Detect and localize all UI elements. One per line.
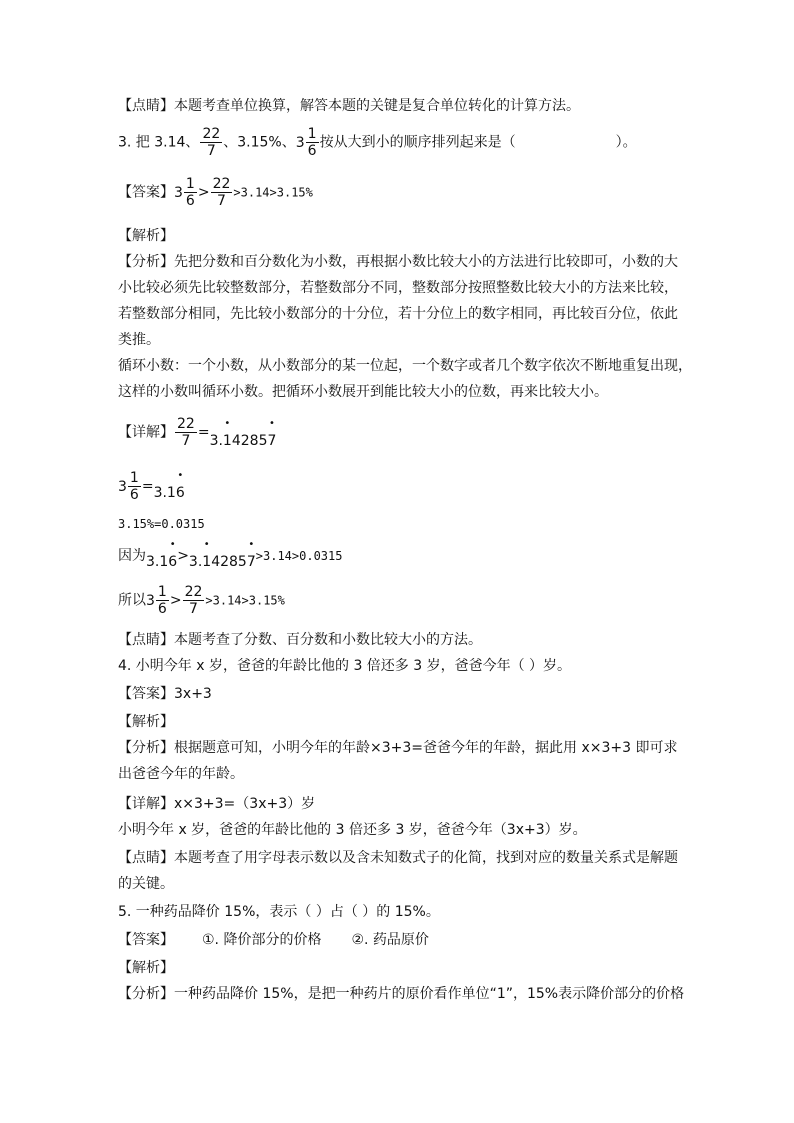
fraction-denominator: 6	[185, 193, 195, 209]
repeating-decimal	[189, 554, 256, 570]
repeat-dot-digit: • 7	[247, 552, 256, 572]
pointer-note-4: 【点睛】本题考查了用字母表示数以及含未知数式子的化简，找到对应的数量关系式是解题	[118, 850, 678, 866]
decimal-part: 3.1	[146, 554, 169, 570]
answer-4: 【答案】3x+3	[118, 686, 212, 702]
fraction-denominator: 7	[175, 432, 197, 449]
answer-5	[118, 930, 429, 950]
comparison-rest: >3.14>3.15%	[205, 593, 285, 608]
answer-label: 【答案】	[118, 932, 174, 948]
answer-label: 【答案】	[118, 184, 174, 201]
detail-fraction-22-7	[118, 416, 276, 449]
decimal-part: 4285	[211, 554, 247, 570]
repeating-decimal	[154, 485, 185, 501]
detail-percent-conversion: 3.15%=0.0315	[118, 517, 205, 531]
fraction-denominator: 6	[307, 143, 317, 159]
equals-sign: =	[197, 424, 210, 441]
fraction-22-7	[200, 126, 222, 159]
analysis-heading: 【解析】	[118, 960, 174, 976]
fraction-numerator: 22	[202, 126, 221, 142]
repeating-decimal	[146, 554, 177, 570]
mixed-whole: 3	[174, 184, 183, 201]
detail-label: 【详解】	[118, 424, 174, 441]
answer-rest: >3.14>3.15%	[233, 185, 313, 200]
fraction-1-6	[156, 584, 169, 617]
analysis-line: 小比较必须先比较整数部分，若整数部分不同，整数部分按照整数比较大小的方法来比较，	[118, 280, 678, 296]
analysis-line: 【分析】先把分数和百分数化为小数，再根据小数比较大小的方法进行比较即可，小数的大	[118, 254, 678, 270]
answer-3	[118, 176, 313, 209]
analysis-line: 若整数部分相同，先比较小数部分的十分位，若十分位上的数字相同，再比较百分位，依此	[118, 306, 678, 322]
fraction-numerator: 22	[212, 176, 231, 192]
decimal-part: 3.1	[153, 484, 176, 501]
repeat-dot-digit: • 7	[267, 431, 276, 451]
greater-than: >	[197, 184, 210, 201]
answer-option-1: ①. 降价部分的价格	[202, 932, 322, 948]
fraction-denominator: 7	[211, 192, 233, 209]
repeat-dot-digit: • 6	[168, 552, 177, 572]
analysis-line: 【分析】根据题意可知，小明今年的年龄×3+3=爸爸今年的年龄，据此用 x×3+3 即可求	[118, 740, 678, 756]
repeat-dot-digit: • 1	[202, 552, 211, 572]
fraction-numerator: 22	[177, 416, 195, 432]
analysis-line: 循环小数：一个小数，从小数部分的某一位起，一个数字或者几个数字依次不断地重复出现，	[118, 358, 692, 374]
decimal-part: 4285	[231, 432, 268, 449]
therefore-label: 所以	[118, 592, 146, 609]
fraction-numerator: 1	[185, 176, 195, 192]
fraction-numerator: 1	[157, 584, 167, 600]
analysis-line: 类推。	[118, 332, 160, 348]
because-label: 因为	[118, 548, 146, 564]
q3-prefix: 3. 把 3.14、	[118, 134, 200, 151]
fraction-1-6	[184, 176, 197, 209]
fraction-numerator: 22	[184, 584, 203, 600]
question-3	[118, 126, 637, 159]
equals-sign: =	[141, 478, 154, 495]
detail-because	[118, 546, 343, 570]
question-4: 4. 小明今年 x 岁，爸爸的年龄比他的 3 倍还多 3 岁，爸爸今年（ ）岁。	[118, 658, 572, 674]
fraction-denominator: 6	[129, 487, 139, 503]
analysis-heading: 【解析】	[118, 228, 174, 244]
detail-4-explain: 小明今年 x 岁，爸爸的年龄比他的 3 倍还多 3 岁，爸爸今年（3x+3）岁。	[118, 822, 587, 838]
mixed-whole: 3	[118, 478, 127, 495]
repeating-decimal	[210, 433, 277, 449]
fraction-numerator: 1	[307, 126, 317, 142]
fraction-1-6	[128, 470, 141, 503]
detail-4: 【详解】x×3+3=（3x+3）岁	[118, 796, 316, 812]
decimal-part: 3.	[188, 554, 203, 570]
answer-option-2: ②. 药品原价	[351, 932, 429, 948]
fraction-1-6	[306, 126, 319, 159]
greater-than: >	[177, 548, 189, 564]
mixed-whole: 3	[146, 592, 155, 609]
analysis-line: 这样的小数叫循环小数。把循环小数展开到能比较大小的位数，再来比较大小。	[118, 384, 608, 400]
mixed-whole: 3	[295, 134, 305, 151]
repeat-dot-digit: • 1	[223, 431, 232, 451]
detail-mixed-3-1-6	[118, 470, 185, 503]
decimal-part: 3.	[209, 432, 223, 449]
fraction-22-7	[211, 176, 233, 209]
fraction-denominator: 7	[200, 142, 222, 159]
analysis-line: 【分析】一种药品降价 15%，是把一种药片的原价看作单位“1”，15%表示降价部分的价格	[118, 986, 685, 1002]
fraction-22-7	[183, 584, 205, 617]
q3-mid: 、3.15%、	[223, 134, 296, 151]
detail-therefore	[118, 584, 285, 617]
analysis-heading: 【解析】	[118, 714, 174, 730]
analysis-line: 出爸爸今年的年龄。	[118, 766, 244, 782]
fraction-denominator: 6	[157, 601, 167, 617]
q3-end: ）。	[615, 134, 637, 151]
fraction-22-7	[175, 416, 197, 449]
repeat-dot-digit: • 6	[176, 483, 185, 503]
comparison-rest: >3.14>0.0315	[255, 549, 343, 563]
pointer-note-3: 【点睛】本题考查了分数、百分数和小数比较大小的方法。	[118, 632, 482, 648]
fraction-numerator: 1	[129, 470, 139, 486]
greater-than: >	[169, 592, 182, 609]
pointer-note-4-cont: 的关键。	[118, 876, 174, 892]
q3-suffix: 按从大到小的顺序排列起来是（	[319, 134, 516, 151]
pointer-note-unit: 【点睛】本题考查单位换算，解答本题的关键是复合单位转化的计算方法。	[118, 98, 580, 114]
fraction-denominator: 7	[183, 600, 205, 617]
question-5: 5. 一种药品降价 15%，表示（ ）占（ ）的 15%。	[118, 904, 440, 920]
